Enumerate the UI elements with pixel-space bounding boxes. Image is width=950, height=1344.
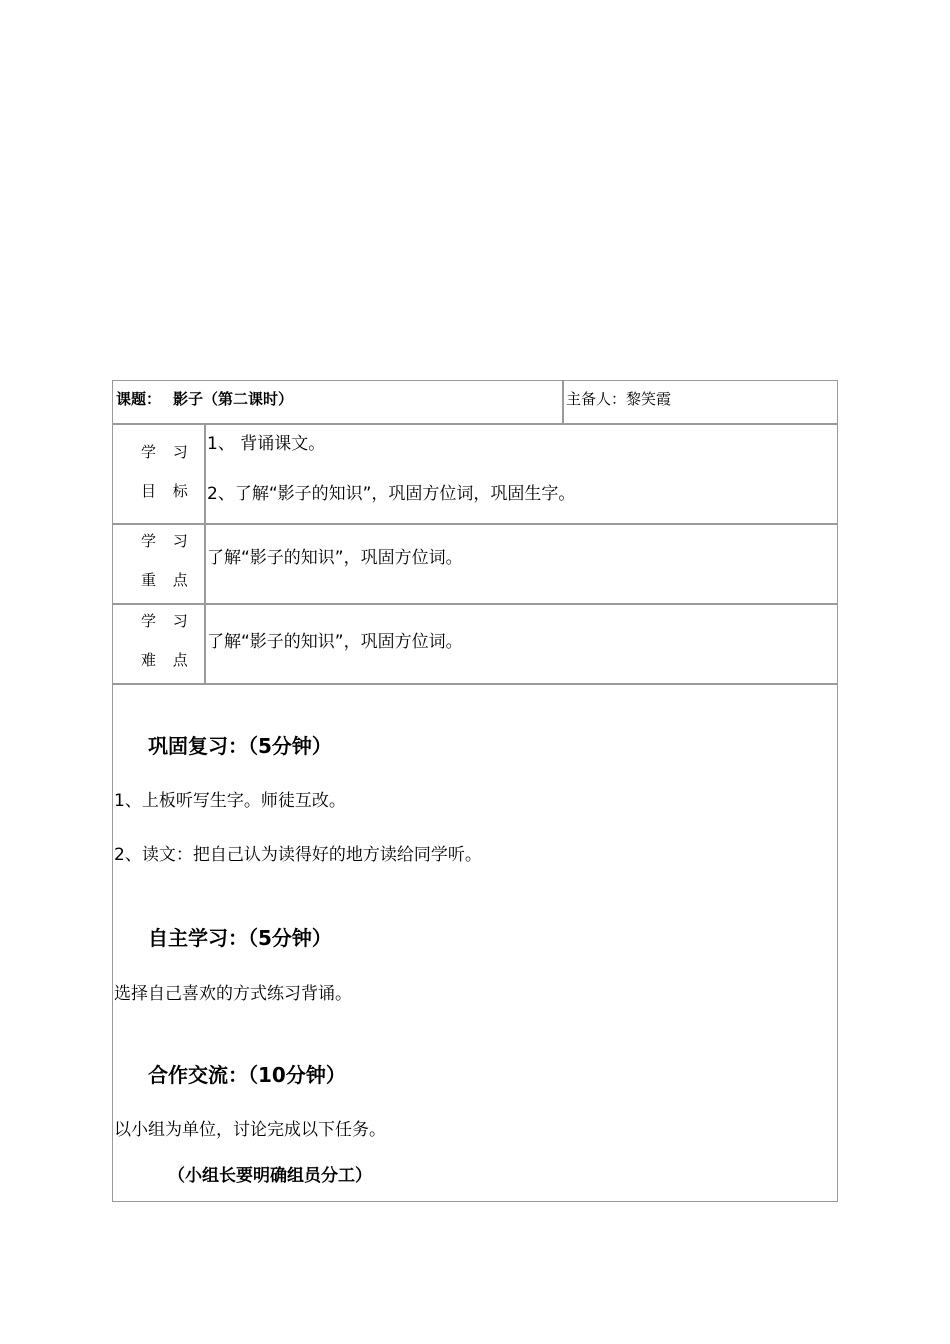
cooperation-note: （小组长要明确组员分工） — [168, 1166, 372, 1186]
section-heading-self-study: 自主学习：（5分钟） — [148, 926, 332, 950]
key-points-text: 了解“影子的知识”，巩固方位词。 — [207, 548, 463, 568]
process-cell — [112, 684, 838, 1202]
topic-label: 课题： — [116, 390, 162, 408]
key-points-label-line1: 学 习 — [141, 532, 194, 550]
key-points-content-cell — [205, 524, 838, 604]
objective-item-1: 1、 背诵课文。 — [207, 434, 326, 454]
review-line-1: 1、上板听写生字。师徒互改。 — [114, 791, 346, 811]
topic-value: 影子（第二课时） — [173, 390, 294, 408]
key-points-label-cell — [112, 524, 205, 604]
objective-item-2: 2、了解“影子的知识”，巩固方位词，巩固生字。 — [207, 484, 576, 504]
section-heading-review: 巩固复习：（5分钟） — [148, 734, 332, 758]
difficulty-label-cell — [112, 604, 205, 684]
objectives-content-cell — [205, 424, 838, 524]
cooperation-line-1: 以小组为单位，讨论完成以下任务。 — [114, 1120, 386, 1140]
key-points-label-line2: 重 点 — [141, 571, 194, 589]
topic-cell — [112, 380, 563, 424]
difficulty-label-line2: 难 点 — [141, 651, 194, 669]
preparer-cell — [563, 380, 838, 424]
objectives-label-cell — [112, 424, 205, 524]
objectives-label-line2: 目 标 — [141, 482, 194, 500]
difficulty-label-line1: 学 习 — [141, 612, 194, 630]
preparer-text: 主备人：黎笑霞 — [566, 390, 672, 408]
section-heading-cooperation: 合作交流：（10分钟） — [148, 1063, 346, 1087]
difficulty-content-cell — [205, 604, 838, 684]
difficulty-text: 了解“影子的知识”，巩固方位词。 — [207, 632, 463, 652]
review-line-2: 2、读文：把自己认为读得好的地方读给同学听。 — [114, 845, 482, 865]
objectives-label-line1: 学 习 — [141, 443, 194, 461]
self-study-line-1: 选择自己喜欢的方式练习背诵。 — [114, 984, 352, 1004]
